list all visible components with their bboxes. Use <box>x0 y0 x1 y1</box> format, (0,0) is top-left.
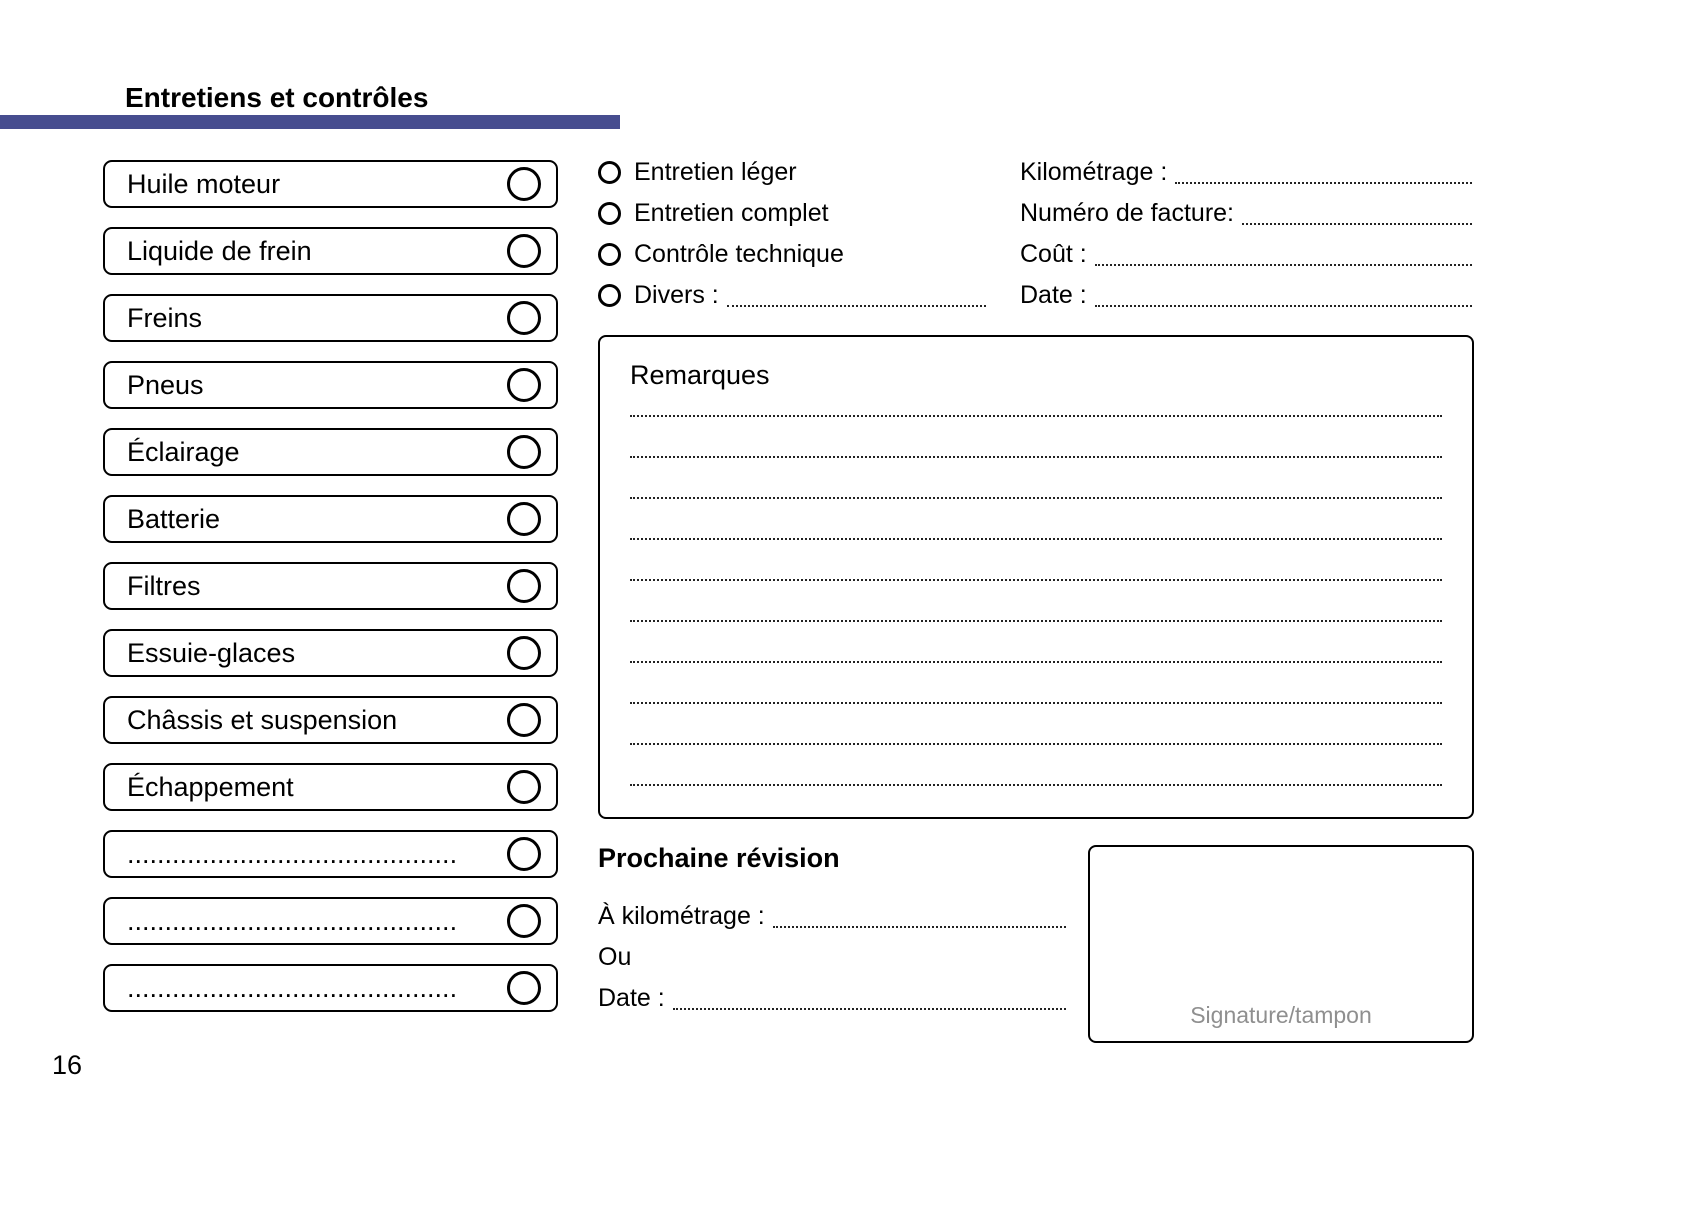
next-service-label: À kilométrage : <box>598 902 765 930</box>
service-option-label: Entretien complet <box>634 199 829 227</box>
next-service-label: Ou <box>598 943 632 971</box>
checklist-item <box>103 830 558 878</box>
checklist-item <box>103 294 558 342</box>
service-option-label: Contrôle technique <box>634 240 844 268</box>
checklist-item <box>103 964 558 1012</box>
dotted-line <box>727 305 986 307</box>
checklist-item <box>103 361 558 409</box>
checklist-item-label: ............................................ <box>127 905 458 936</box>
next-service-row <box>598 937 1066 978</box>
dotted-line <box>1242 223 1472 225</box>
checklist-item-label: Échappement <box>127 771 294 802</box>
field-row <box>1020 234 1472 275</box>
field-label: Date : <box>1020 281 1087 309</box>
next-service-row <box>598 978 1066 1019</box>
radio-circle-icon[interactable] <box>598 161 621 184</box>
field-label: Numéro de facture: <box>1020 199 1234 227</box>
field-row <box>1020 193 1472 234</box>
check-circle-icon[interactable] <box>507 904 541 938</box>
signature-box[interactable] <box>1088 845 1474 1043</box>
checklist <box>103 160 558 1012</box>
checklist-item <box>103 629 558 677</box>
service-options <box>598 152 986 316</box>
checklist-item <box>103 562 558 610</box>
check-circle-icon[interactable] <box>507 435 541 469</box>
check-circle-icon[interactable] <box>507 569 541 603</box>
dotted-line <box>1095 305 1472 307</box>
remarks-dotted-line <box>630 663 1442 704</box>
checklist-item-label: Huile moteur <box>127 168 281 199</box>
next-service-row <box>598 896 1066 937</box>
remarks-dotted-line <box>630 622 1442 663</box>
radio-circle-icon[interactable] <box>598 202 621 225</box>
check-circle-icon[interactable] <box>507 636 541 670</box>
checklist-item <box>103 696 558 744</box>
next-service-label: Date : <box>598 984 665 1012</box>
field-label: Coût : <box>1020 240 1087 268</box>
checklist-item <box>103 763 558 811</box>
checklist-item-label: Filtres <box>127 570 201 601</box>
radio-circle-icon[interactable] <box>598 243 621 266</box>
check-circle-icon[interactable] <box>507 703 541 737</box>
remarks-dotted-line <box>630 458 1442 499</box>
service-option-label: Divers : <box>634 281 719 309</box>
dotted-line <box>673 1008 1066 1010</box>
checklist-item <box>103 227 558 275</box>
check-circle-icon[interactable] <box>507 234 541 268</box>
service-option <box>598 275 986 316</box>
remarks-dotted-line <box>630 540 1442 581</box>
field-row <box>1020 152 1472 193</box>
page-title: Entretiens et contrôles <box>125 82 429 113</box>
remarks-dotted-line <box>630 391 1442 417</box>
checklist-item <box>103 495 558 543</box>
next-service-section <box>598 843 1066 1019</box>
check-circle-icon[interactable] <box>507 502 541 536</box>
dotted-line <box>773 926 1066 928</box>
checklist-item-label: Freins <box>127 302 203 333</box>
dotted-line <box>1175 182 1472 184</box>
service-option <box>598 193 986 234</box>
remarks-dotted-line <box>630 417 1442 458</box>
signature-label: Signature/tampon <box>1190 1002 1372 1028</box>
title-accent-bar <box>0 115 620 129</box>
check-circle-icon[interactable] <box>507 837 541 871</box>
dotted-line <box>1095 264 1472 266</box>
page-number: 16 <box>52 1050 83 1080</box>
remarks-dotted-line <box>630 704 1442 745</box>
radio-circle-icon[interactable] <box>598 284 621 307</box>
check-circle-icon[interactable] <box>507 301 541 335</box>
checklist-item <box>103 897 558 945</box>
check-circle-icon[interactable] <box>507 368 541 402</box>
checklist-item-label: Liquide de frein <box>127 235 312 266</box>
service-option-label: Entretien léger <box>634 158 797 186</box>
checklist-item <box>103 428 558 476</box>
remarks-lines <box>630 391 1442 786</box>
remarks-title: Remarques <box>630 360 770 390</box>
checklist-item-label: Châssis et suspension <box>127 704 398 735</box>
next-service-title: Prochaine révision <box>598 843 840 873</box>
checklist-item-label: Éclairage <box>127 436 240 467</box>
service-option <box>598 152 986 193</box>
remarks-box <box>598 335 1474 819</box>
check-circle-icon[interactable] <box>507 167 541 201</box>
field-row <box>1020 275 1472 316</box>
checklist-item-label: ............................................ <box>127 972 458 1003</box>
service-option <box>598 234 986 275</box>
invoice-fields <box>1020 152 1472 316</box>
checklist-item-label: Batterie <box>127 503 221 534</box>
check-circle-icon[interactable] <box>507 770 541 804</box>
next-service-rows <box>598 896 1066 1019</box>
checklist-item-label: ............................................ <box>127 838 458 869</box>
checklist-item-label: Essuie-glaces <box>127 637 296 668</box>
remarks-dotted-line <box>630 581 1442 622</box>
remarks-dotted-line <box>630 499 1442 540</box>
checklist-item-label: Pneus <box>127 369 204 400</box>
field-label: Kilométrage : <box>1020 158 1168 186</box>
remarks-dotted-line <box>630 745 1442 786</box>
checklist-item <box>103 160 558 208</box>
check-circle-icon[interactable] <box>507 971 541 1005</box>
